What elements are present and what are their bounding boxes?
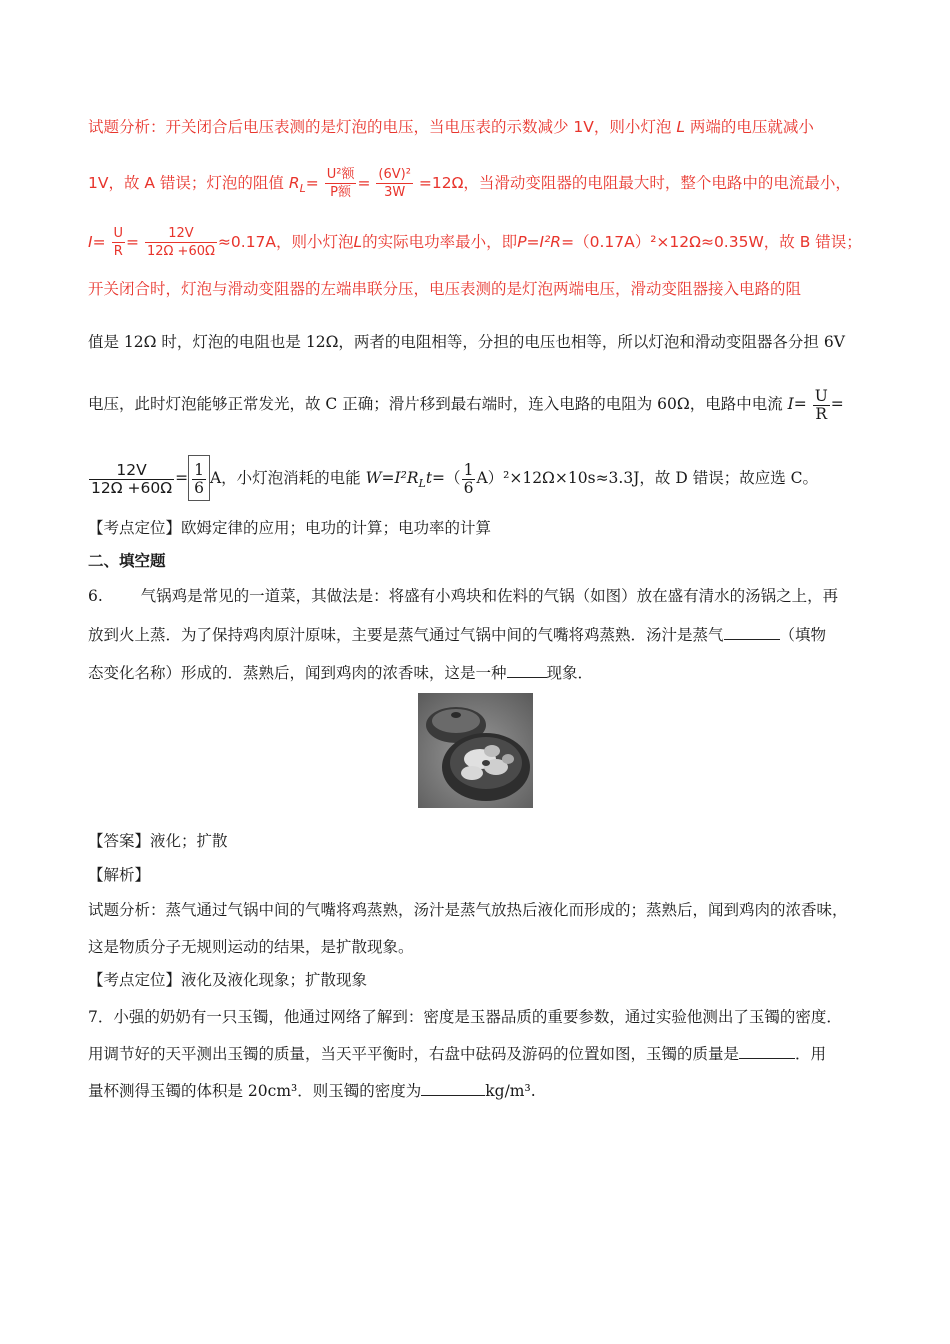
question-7-line-3 [88,1081,536,1101]
steam-pot-image [418,693,533,808]
question-text: 现象． [546,664,594,682]
question-6-line-3 [88,663,593,683]
variable-l: L [676,118,685,136]
analysis-text: 这是物质分子无规则运动的结果，是扩散现象。 [88,938,414,956]
analysis-text: 的实际电功率最小，即 [362,233,518,251]
analysis-text: 1V，故 A 错误；灯泡的阻值 [88,174,284,192]
kaodian-text: 【考点定位】液化及液化现象；扩散现象 [88,971,368,989]
steam-pot-photo [418,693,533,808]
fraction-u2-over-p: $\frac{\text{U²额}}{\text{P额}}$ [326,167,355,200]
fraction-one-sixth: $\frac{1}{6}$ [463,460,474,497]
analysis-text: A，小灯泡消耗的电能 [209,469,361,487]
analysis-red-line-1 [88,117,814,137]
analysis-line-7 [88,455,818,506]
question-text: 态变化名称）形成的．蒸熟后，闻到鸡肉的浓香味，这是一种 [88,664,507,682]
analysis-6-line-2 [88,937,414,957]
question-text: ．用 [795,1045,827,1063]
subscript-l: L [299,182,306,196]
question-number: 6. [88,587,103,605]
question-7-line-2 [88,1044,826,1064]
question-6-line-1 [88,586,838,606]
variable-i: I [88,233,93,251]
paren-open: （ [445,469,461,487]
question-6-line-2 [88,625,826,645]
answer-text: 【答案】液化；扩散 [88,832,228,850]
analysis-red-line-2: 1V，故 A 错误；灯泡的阻值 $R_L=$ $\frac{\text{U²额}}{\text{P额}}$ = $\frac{\text{(6V)²}}{3W}$ =12Ω，当滑动变阻器的电阻最大时，整个电路中的电流最小， [88,167,851,200]
analysis-red-line-3: I= $\frac{U}{R}$ = $\frac{12V}{12\Omega +60\Omega}$ ≈0.17A，则小灯泡L的实际电功率最小，即P=I²R=（0.17A）²×12Ω≈0.35W，故 B 错误； [88,226,862,259]
kaodian-text: 【考点定位】欧姆定律的应用；电功的计算；电功率的计算 [88,519,492,537]
analysis-text: 开关闭合时，灯泡与滑动变阻器的左端串联分压，电压表测的是灯泡两端电压，滑动变阻器接入电路的阻 [88,280,802,298]
answer-blank[interactable] [724,625,780,640]
kaodian-2 [88,970,367,990]
analysis-text: 电压，此时灯泡能够正常发光，故 C 正确；滑片移到最右端时，连入电路的电阻为 60Ω，电路中电流 [88,395,783,413]
variable-i: I [787,395,794,413]
kaodian-1 [88,518,491,538]
question-text: kg/m³. [485,1082,536,1100]
analysis-text: 两端的电压就减小 [689,118,814,136]
answer-blank[interactable] [421,1081,485,1096]
fraction-u-over-r: $\frac{U}{R}$ [113,226,124,259]
equals-sign: = [175,469,189,487]
fraction-box [188,455,210,501]
equals-sign: = [305,174,319,192]
formula-energy: W=I²R [365,469,419,487]
fraction-one-sixth: $\frac{1}{6}$ [194,460,204,497]
jiexi-heading [88,865,150,885]
question-text: 用调节好的天平测出玉镯的质量，当天平平衡时，右盘中砝码及游码的位置如图，玉镯的质量是 [88,1045,740,1063]
analysis-text: ≈0.17A，则小灯泡 [217,233,354,251]
question-text: 放到火上蒸．为了保持鸡肉原汁原味，主要是蒸气通过气锅中间的气嘴将鸡蒸熟．汤汁是蒸气 [88,626,724,644]
variable-t: t= [425,469,446,487]
subscript-l: L [418,477,426,491]
analysis-line-5 [88,332,845,352]
fraction-u-over-r: $\frac{U}{R}$ [814,386,828,423]
analysis-text: （0.17A）²×12Ω≈0.35W，故 B 错误； [574,233,862,251]
analysis-6-line-1 [88,900,848,920]
question-text: （填物 [779,626,827,644]
analysis-text: 试题分析：蒸气通过气锅中间的气嘴将鸡蒸熟，汤汁是蒸气放热后液化而形成的；蒸熟后，闻到鸡肉的浓香味， [88,901,848,919]
fraction-6v2-over-3w: $\frac{\text{(6V)²}}{3W}$ [378,167,411,200]
question-text: 气锅鸡是常见的一道菜，其做法是：将盛有小鸡块和佐料的气锅（如图）放在盛有清水的汤锅之上，再 [140,587,839,605]
answer-blank[interactable] [739,1044,795,1059]
analysis-text: A）²×12Ω×10s≈3.3J，故 D 错误；故应选 C。 [476,469,818,487]
variable-r: R [288,174,300,192]
analysis-line-6: 电压，此时灯泡能够正常发光，故 C 正确；滑片移到最右端时，连入电路的电阻为 60Ω，电路中电流 I= $\frac{U}{R}$ = [88,386,844,423]
equals-sign: = [830,395,844,413]
question-text: 7．小强的奶奶有一只玉镯，他通过网络了解到：密度是玉器品质的重要参数，通过实验他测出了玉镯的密度． [88,1008,842,1026]
variable-l: L [353,233,363,251]
question-text: 量杯测得玉镯的体积是 20cm³．则玉镯的密度为 [88,1082,422,1100]
jiexi-label: 【解析】 [88,866,151,884]
section-heading [88,551,166,571]
analysis-red-line-4 [88,279,801,299]
formula-power: P=I²R= [517,233,575,251]
analysis-text: 值是 12Ω 时，灯泡的电阻也是 12Ω，两者的电阻相等，分担的电压也相等，所以灯泡和滑动变阻器各分担 6V [88,333,845,351]
section-title: 二、填空题 [88,551,166,570]
fraction-12v-over-72: $\frac{12V}{12\Omega +60\Omega}$ [91,460,173,497]
analysis-text: =12Ω，当滑动变阻器的电阻最大时，整个电路中的电流最小， [418,174,851,192]
question-7-line-1 [88,1007,842,1027]
answer-6 [88,831,228,851]
fraction-12v-over-72: $\frac{12V}{12\Omega +60\Omega}$ [146,226,215,259]
analysis-text: 试题分析：开关闭合后电压表测的是灯泡的电压，当电压表的示数减少 1V，则小灯泡 [88,118,672,136]
answer-blank[interactable] [507,663,547,678]
